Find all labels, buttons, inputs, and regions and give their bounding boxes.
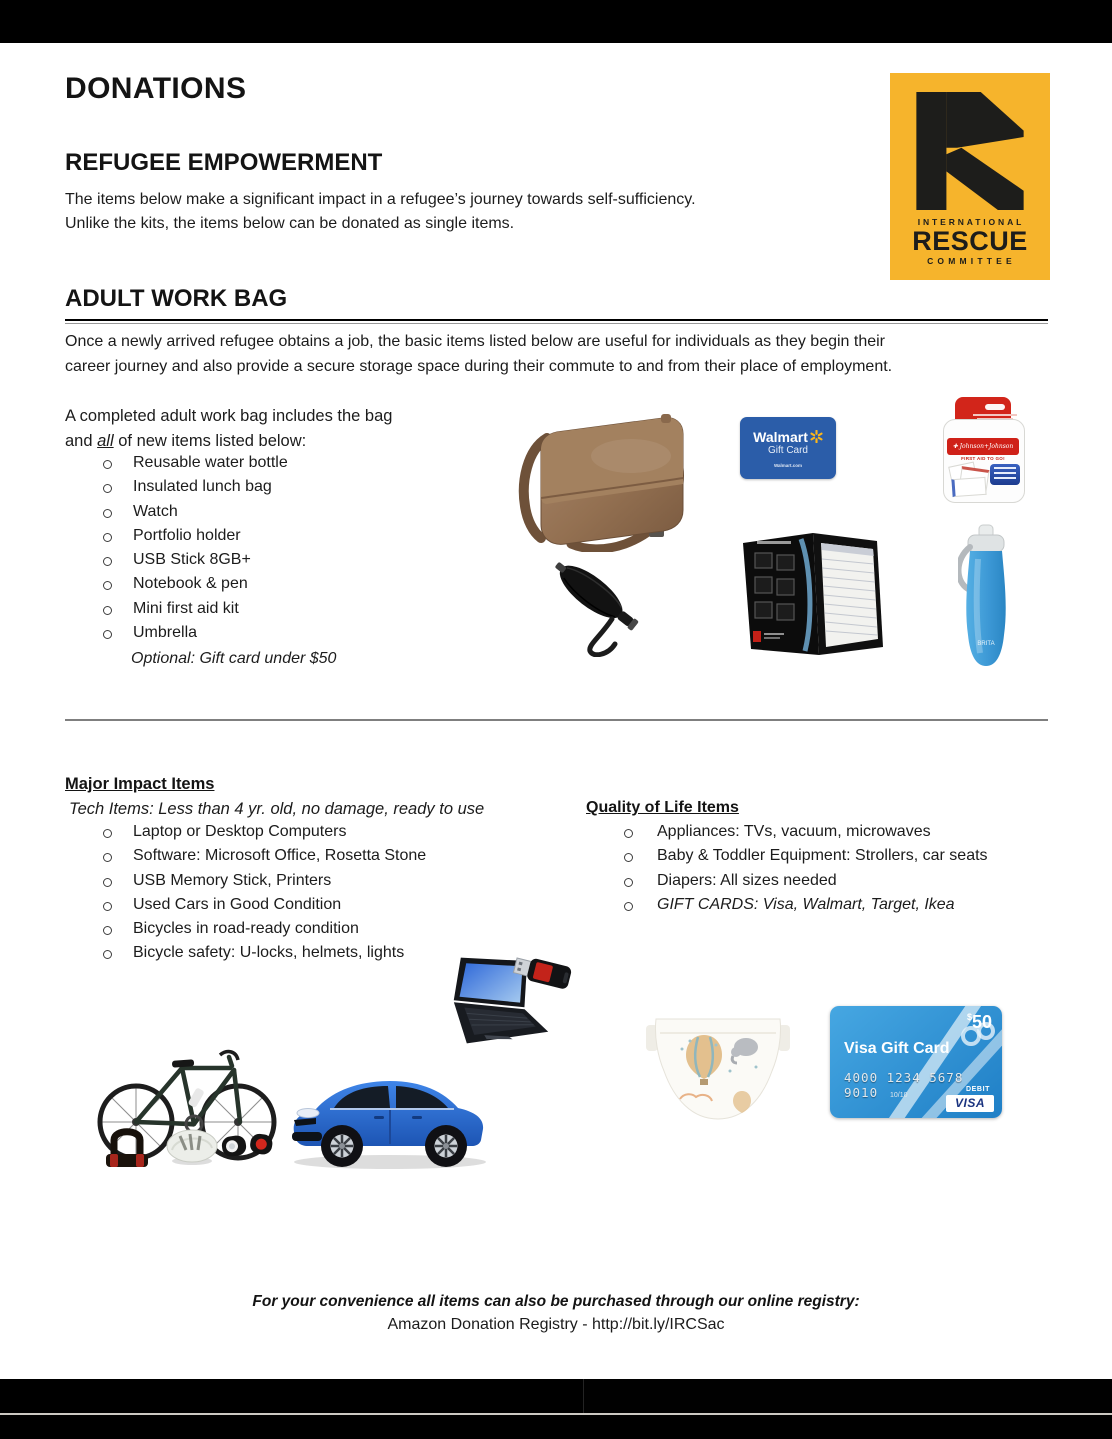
circle-bullet-icon [103,950,112,959]
walmart-gift-card-label: Gift Card [767,444,808,456]
irc-logo-mark-icon [911,92,1029,210]
quality-of-life-list [621,823,988,920]
major-impact-heading: Major Impact Items [65,775,215,793]
circle-bullet-icon [103,509,112,518]
walmart-brand-text: Walmart [753,428,808,445]
jj-blue-label [990,464,1020,485]
awb-intro-line-1: Once a newly arrived refugee obtains a job, the basic items listed below are useful for individuals as they begin their [65,333,886,350]
walmart-spark-icon [810,430,823,443]
circle-bullet-icon [624,829,633,838]
major-impact-item: Laptop or Desktop Computers [100,823,426,847]
walmart-gift-card-image [740,417,836,479]
adult-work-bag-heading: ADULT WORK BAG [65,285,288,312]
visa-valid-date: 10/10 [890,1092,908,1099]
circle-bullet-icon [624,853,633,862]
visa-logo: VISA [946,1095,994,1112]
logo-rescue: RESCUE [912,226,1028,256]
quality-of-life-item: Diapers: All sizes needed [621,872,988,896]
circle-bullet-icon [103,853,112,862]
diaper-image [646,1013,790,1139]
refugee-body-line-1: The items below make a significant impact in a refugee’s journey towards self-sufficiency. [65,191,696,208]
jj-tagline-text: FIRST AID TO GO! [961,456,1005,461]
circle-bullet-icon [103,829,112,838]
car-image [286,1056,494,1172]
bike-helmet-image [166,1124,218,1166]
major-impact-item: Bicycles in road-ready condition [100,920,426,944]
optional-gift-card-note: Optional: Gift card under $50 [131,650,337,667]
work-bag-item: USB Stick 8GB+ [100,551,288,575]
umbrella-image [552,557,642,657]
circle-bullet-icon [103,460,112,469]
bottom-black-bar [0,1379,1112,1413]
circle-bullet-icon [624,902,633,911]
bottom-black-strip [0,1415,1112,1439]
work-bag-item: Portfolio holder [100,527,288,551]
walmart-site-text: Walmart.com [773,462,803,468]
circle-bullet-icon [103,557,112,566]
includes-line-1: A completed adult work bag includes the bag [65,407,393,425]
irc-logo [890,73,1050,280]
major-impact-item: Used Cars in Good Condition [100,896,426,920]
major-impact-item: USB Memory Stick, Printers [100,872,426,896]
awb-includes-text [65,404,392,453]
first-aid-kit-image [943,397,1023,503]
circle-bullet-icon [103,926,112,935]
jj-brand-text: ✚ Johnson+Johnson [947,438,1019,455]
circle-bullet-icon [624,878,633,887]
refugee-body-line-2: Unlike the kits, the items below can be donated as single items. [65,215,515,232]
circle-bullet-icon [103,533,112,542]
quality-of-life-heading: Quality of Life Items [586,799,739,816]
quality-of-life-item: Appliances: TVs, vacuum, microwaves [621,823,988,847]
registry-link[interactable]: Amazon Donation Registry - http://bit.ly/IRCSac [387,1316,725,1333]
visa-gift-card-image [830,1006,1002,1118]
work-bag-item-list [100,454,288,648]
top-black-bar [0,0,1112,43]
visa-amount: $50 [966,1012,992,1032]
quality-of-life-item: Baby & Toddler Equipment: Strollers, car seats [621,847,988,871]
bike-lights-image [220,1126,274,1166]
work-bag-item: Notebook & pen [100,575,288,599]
includes-line-2: and all of new items listed below: [65,431,307,450]
circle-bullet-icon [103,630,112,639]
visa-debit-label: DEBIT [966,1086,990,1093]
circle-bullet-icon [103,606,112,615]
section-divider-line [65,719,1048,721]
circle-bullet-icon [103,581,112,590]
work-bag-item: Reusable water bottle [100,454,288,478]
u-lock-image [104,1120,150,1168]
bottle-brand-text: BRITA [977,641,995,647]
circle-bullet-icon [103,878,112,887]
footer-registry-note: For your convenience all items can also be purchased through our online registry: [252,1293,860,1310]
major-impact-list [100,823,426,969]
quality-of-life-item: GIFT CARDS: Visa, Walmart, Target, Ikea [621,896,988,920]
work-bag-item: Insulated lunch bag [100,478,288,502]
work-bag-item: Watch [100,503,288,527]
work-bag-item: Umbrella [100,624,288,648]
circle-bullet-icon [103,484,112,493]
visa-card-number: 4000 1234 5678 9010 [844,1070,964,1100]
portfolio-image [735,527,887,657]
visa-card-title: Visa Gift Card [844,1040,950,1057]
usb-stick-image [512,951,576,997]
awb-intro-line-2: career journey and also provide a secure storage space during their commute to and from their place of employment. [65,358,893,375]
heading-underline [65,319,1048,324]
page-title: DONATIONS [65,72,247,105]
tech-items-subheading: Tech Items: Less than 4 yr. old, no damage, ready to use [69,800,485,818]
major-impact-item: Software: Microsoft Office, Rosetta Stone [100,847,426,871]
refugee-empowerment-heading: REFUGEE EMPOWERMENT [65,149,383,176]
logo-committee: COMMITTEE [927,256,1016,266]
circle-bullet-icon [103,902,112,911]
water-bottle-image [958,523,1014,671]
logo-international: INTERNATIONAL [917,217,1025,227]
major-impact-item: Bicycle safety: U-locks, helmets, lights [100,944,426,968]
work-bag-item: Mini first aid kit [100,600,288,624]
messenger-bag-image [513,398,691,552]
